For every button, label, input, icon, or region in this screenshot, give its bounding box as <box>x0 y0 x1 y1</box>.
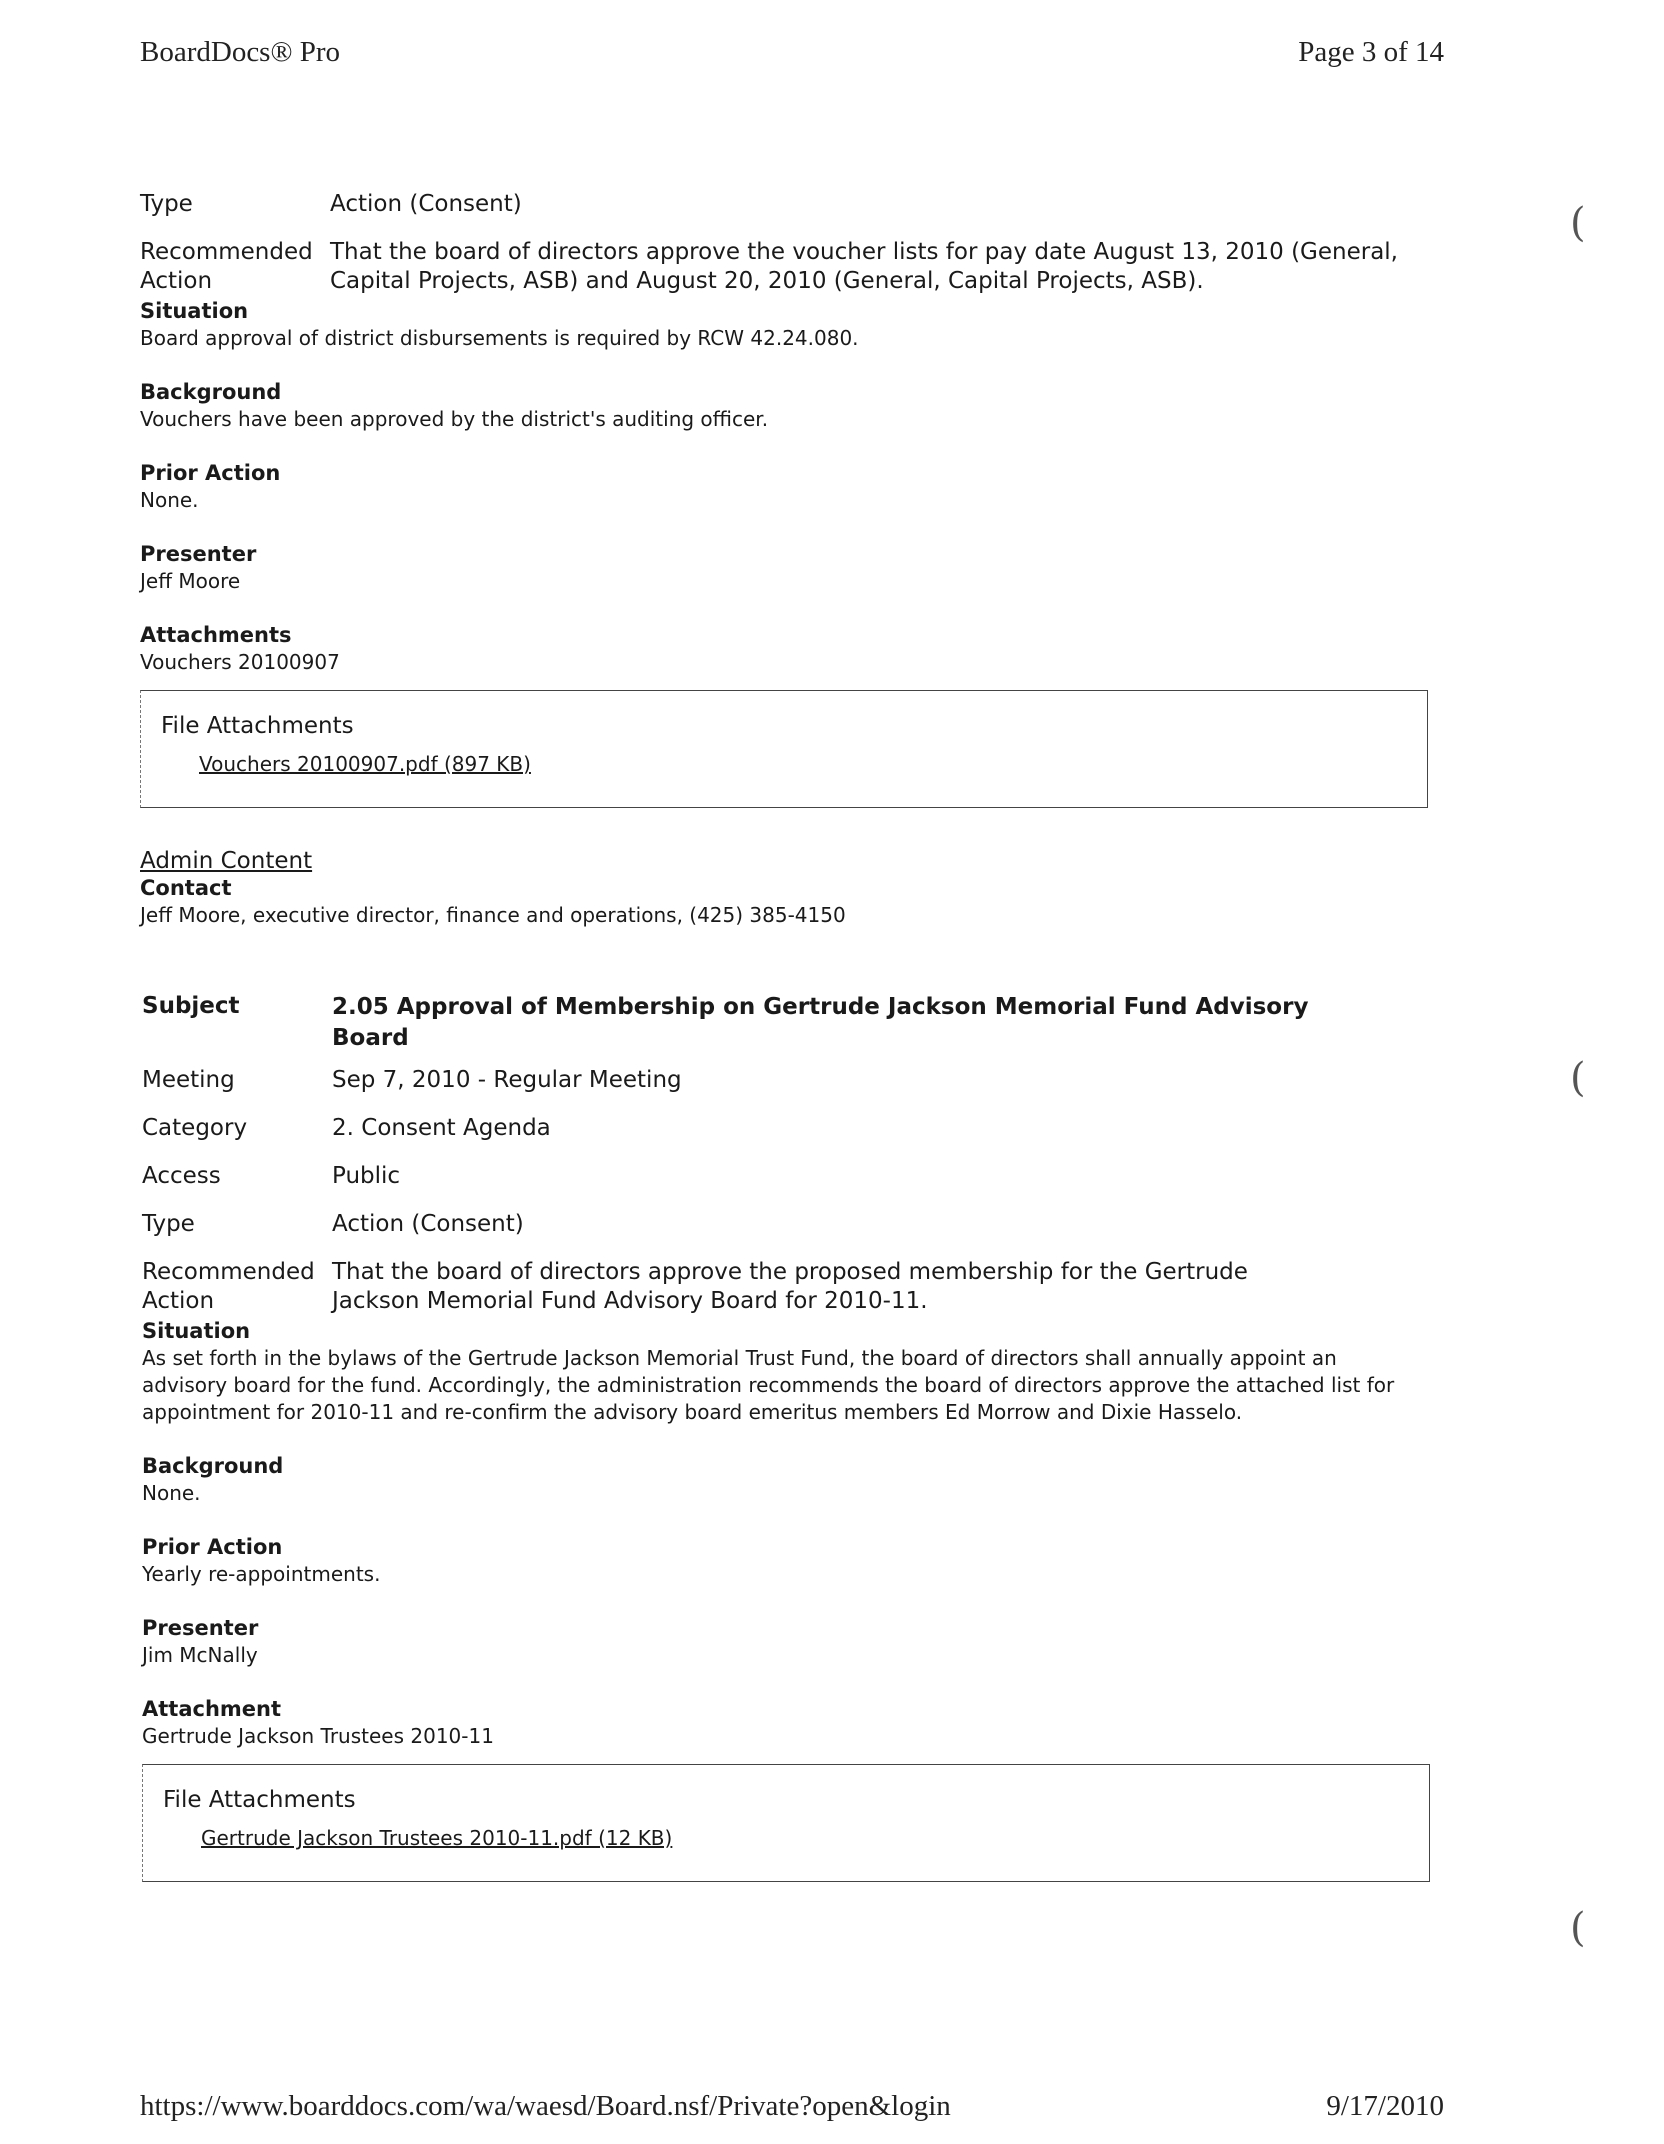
file-attachments-box <box>140 690 1428 808</box>
background-section <box>140 379 1440 433</box>
attachment-text-2: Gertrude Jackson Trustees 2010-11 <box>142 1724 494 1748</box>
prior-action-heading: Prior Action <box>140 461 281 485</box>
situation-text-2: As set forth in the bylaws of the Gertrude Jackson Memorial Trust Fund, the board of directors shall annually appoint an advisory board for the fund. Accordingly, the administration recommends the board of directors approve the attached list for appointment for 2010-11 and re-confirm the advisory board emeritus members Ed Morrow and Dixie Hasselo. <box>142 1346 1395 1424</box>
attachment-heading-2: Attachment <box>142 1697 282 1721</box>
access-value: Public <box>332 1163 401 1189</box>
situation-heading-2: Situation <box>142 1319 251 1343</box>
presenter-text: Jeff Moore <box>140 569 241 593</box>
situation-section <box>140 298 1440 352</box>
recommended-action-row <box>140 238 1440 298</box>
category-label: Category <box>142 1115 248 1141</box>
type-row <box>140 190 1440 238</box>
meeting-row <box>142 1066 1442 1114</box>
recommended-action-value-2: That the board of directors approve the proposed membership for the Gertrude Jackson Memorial Fund Advisory Board for 2010-11. <box>332 1259 1248 1314</box>
type-value-2: Action (Consent) <box>332 1211 524 1237</box>
recommended-action-label-2: Recommended Action <box>142 1259 315 1314</box>
presenter-text-2: Jim McNally <box>142 1643 258 1667</box>
background-heading-2: Background <box>142 1454 284 1478</box>
meeting-value: Sep 7, 2010 - Regular Meeting <box>332 1067 682 1093</box>
page-url: https://www.boarddocs.com/wa/waesd/Board.nsf/Private?open&login <box>140 2090 951 2122</box>
file-attachment-link-2[interactable]: Gertrude Jackson Trustees 2010-11.pdf (12 KB) <box>201 1826 673 1850</box>
presenter-heading-2: Presenter <box>142 1616 259 1640</box>
prior-action-heading-2: Prior Action <box>142 1535 283 1559</box>
prior-action-section <box>140 460 1440 514</box>
background-heading: Background <box>140 380 282 404</box>
app-title: BoardDocs® Pro <box>140 36 341 68</box>
agenda-item-2-05 <box>142 992 1442 1882</box>
type-row-2 <box>142 1210 1442 1258</box>
prior-action-text: None. <box>140 488 199 512</box>
subject-value: 2.05 Approval of Membership on Gertrude Jackson Memorial Fund Advisory Board <box>332 994 1309 1051</box>
situation-text: Board approval of district disbursements is required by RCW 42.24.080. <box>140 326 859 350</box>
attachments-section <box>140 622 1440 676</box>
file-attachments-box-2 <box>142 1764 1430 1882</box>
situation-section-2 <box>142 1318 1442 1426</box>
agenda-item-vouchers <box>140 190 1440 929</box>
category-value: 2. Consent Agenda <box>332 1115 551 1141</box>
subject-row <box>142 992 1442 1066</box>
file-attachment-link[interactable]: Vouchers 20100907.pdf (897 KB) <box>199 752 531 776</box>
file-attachments-title-2: File Attachments <box>163 1787 356 1813</box>
contact-heading: Contact <box>140 876 232 900</box>
page-number: Page 3 of 14 <box>1298 36 1444 68</box>
type-value: Action (Consent) <box>330 191 522 217</box>
presenter-section <box>140 541 1440 595</box>
admin-content-section <box>140 848 1440 929</box>
presenter-section-2 <box>142 1615 1442 1669</box>
prior-action-section-2 <box>142 1534 1442 1588</box>
background-text-2: None. <box>142 1481 201 1505</box>
margin-mark: ( <box>1570 200 1586 246</box>
print-date: 9/17/2010 <box>1326 2090 1444 2122</box>
attachment-section-2 <box>142 1696 1442 1750</box>
attachments-heading: Attachments <box>140 623 292 647</box>
type-label-2: Type <box>142 1211 195 1237</box>
presenter-heading: Presenter <box>140 542 257 566</box>
category-row <box>142 1114 1442 1162</box>
recommended-action-value: That the board of directors approve the voucher lists for pay date August 13, 2010 (General, Capital Projects, ASB) and August 20, 2010 (General, Capital Projects, ASB). <box>330 239 1398 294</box>
file-attachments-title: File Attachments <box>161 713 354 739</box>
prior-action-text-2: Yearly re-appointments. <box>142 1562 381 1586</box>
margin-mark: ( <box>1570 1055 1586 1101</box>
situation-heading: Situation <box>140 299 249 323</box>
type-label: Type <box>140 191 193 217</box>
page-header <box>140 36 1444 76</box>
recommended-action-label: Recommended Action <box>140 239 313 294</box>
recommended-action-row-2 <box>142 1258 1442 1318</box>
meeting-label: Meeting <box>142 1067 235 1093</box>
background-section-2 <box>142 1453 1442 1507</box>
admin-content-link[interactable]: Admin Content <box>140 848 313 874</box>
background-text: Vouchers have been approved by the district's auditing officer. <box>140 407 769 431</box>
subject-label: Subject <box>142 993 240 1019</box>
contact-text: Jeff Moore, executive director, finance and operations, (425) 385-4150 <box>140 903 846 927</box>
margin-mark: ( <box>1570 1905 1586 1951</box>
attachments-text: Vouchers 20100907 <box>140 650 340 674</box>
access-row <box>142 1162 1442 1210</box>
access-label: Access <box>142 1163 221 1189</box>
